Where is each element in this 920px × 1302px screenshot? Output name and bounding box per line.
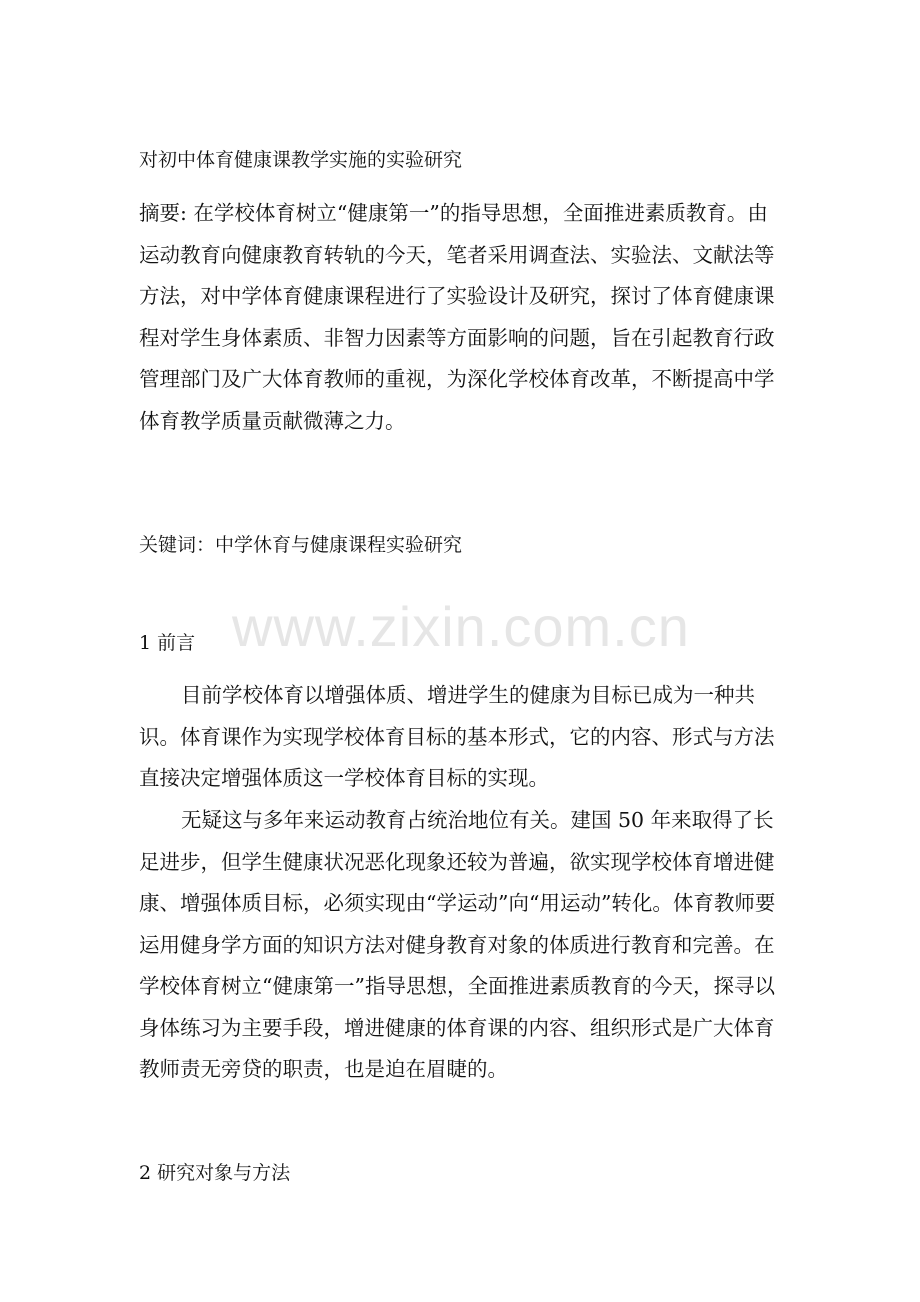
abstract-label: 摘要 (139, 201, 180, 225)
section-1-heading: 1 前言 (139, 632, 196, 654)
section-1-paragraph-2: 无疑这与多年来运动教育占统治地位有关。建国 50 年来取得了长足进步，但学生健康状况恶化现象还较为普遍，欲实现学校体育增进健康、增强体质目标，必须实现由“学运动”向“用运动”转化。体育教师要运用健身学方面的知识方法对健身教育对象的体质进行教育和完善。在学校体育树立“健康第一”指导思想，全面推进素质教育的今天，探寻以身体练习为主要手段，增进健康的体育课的内容、组织形式是广大体育教师责无旁贷的职责，也是迫在眉睫的。 (139, 808, 776, 1081)
abstract-text: : 在学校体育树立“健康第一”的指导思想，全面推进素质教育。由运动教育向健康教育转轨的今天，笔者采用调查法、实验法、文献法等方法，对中学体育健康课程进行了实验设计及研究，探讨了体育健康课程对学生身体素质、非智力因素等方面影响的问题，旨在引起教育行政管理部门及广大体育教师的重视，为深化学校体育改革，不断提高中学体育教学质量贡献微薄之力。 (139, 201, 775, 433)
keywords-line: 关键词：中学休育与健康课程实验研究 (139, 534, 463, 556)
abstract-paragraph (139, 193, 784, 442)
section-1-paragraph-1: 目前学校体育以增强体质、增进学生的健康为目标已成为一种共识。体育课作为实现学校体育目标的基本形式，它的内容、形式与方法直接决定增强体质这一学校体育目标的实现。 (139, 683, 775, 790)
section-2-heading: 2 研究对象与方法 (139, 1162, 291, 1184)
document-title: 对初中体育健康课教学实施的实验研究 (139, 149, 463, 171)
watermark: www.zixin.com.cn (232, 595, 690, 658)
